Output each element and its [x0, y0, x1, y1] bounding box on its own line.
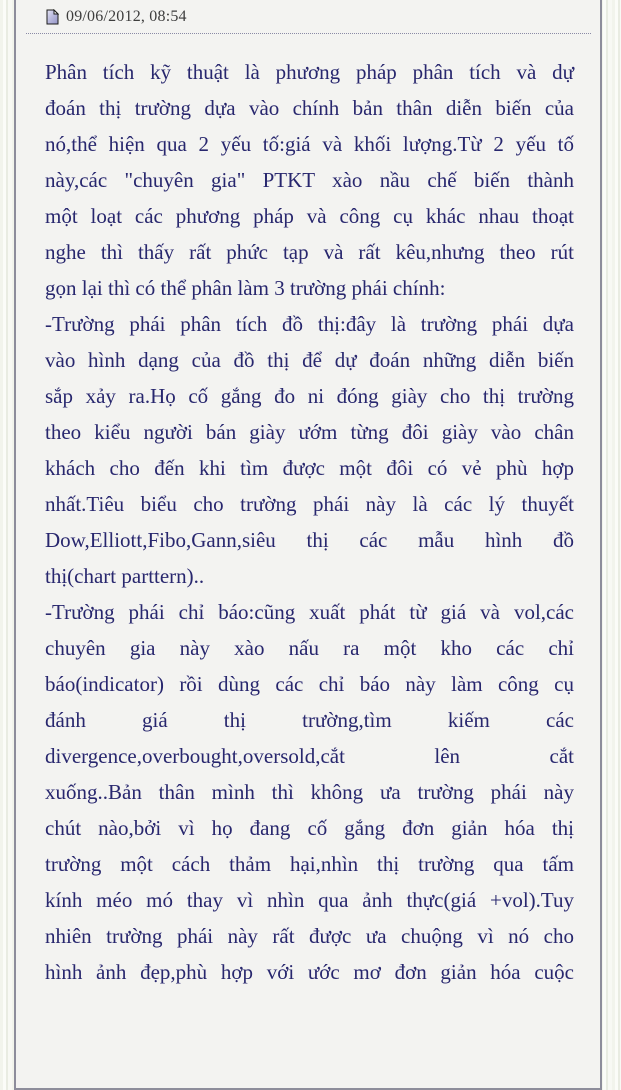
text-line: divergence,overbought,oversold,cắt lên cắt: [45, 744, 574, 768]
text-line: một loạt các phương pháp và công cụ khác nhau thoạt: [45, 204, 574, 228]
post-body: [45, 54, 574, 990]
text-line: nó,thể hiện qua 2 yếu tố:giá và khối lượng.Từ 2 yếu tố: [45, 132, 574, 156]
text-line: đánh giá thị trường,tìm kiếm các: [45, 708, 574, 732]
text-line: chút nào,bởi vì họ đang cố gắng đơn giản hóa thị: [45, 816, 574, 840]
header-dotted-divider: [26, 33, 591, 34]
post-date-document-icon: [46, 9, 59, 25]
text-line: theo kiểu người bán giày ướm từng đôi giày vào chân: [45, 420, 574, 444]
text-line: sắp xảy ra.Họ cố gắng đo ni đóng giày cho thị trường: [45, 384, 574, 408]
text-line: thị(chart parttern)..: [45, 564, 205, 588]
post-date: 09/06/2012, 08:54: [66, 8, 187, 25]
text-line: gọn lại thì có thể phân làm 3 trường phái chính:: [45, 276, 446, 300]
text-line: trường một cách thảm hại,nhìn thị trường qua tấm: [45, 852, 574, 876]
paragraph: [45, 306, 574, 594]
text-line: xuống..Bản thân mình thì không ưa trường phái này: [45, 780, 574, 804]
text-line: này,các "chuyên gia" PTKT xào nầu chế biến thành: [45, 168, 574, 192]
text-line: kính méo mó thay vì nhìn qua ảnh thực(giá +vol).Tuy: [45, 888, 574, 912]
forum-post-container: [14, 0, 602, 1090]
paragraph: [45, 594, 574, 990]
text-line: Phân tích kỹ thuật là phương pháp phân tích và dự: [45, 60, 574, 84]
text-line: nhiên trường phái này rất được ưa chuộng vì nó cho: [45, 924, 574, 948]
text-line: nghe thì thấy rất phức tạp và rất kêu,nhưng theo rút: [45, 240, 574, 264]
text-line: báo(indicator) rồi dùng các chỉ báo này làm công cụ: [45, 672, 574, 696]
text-line: -Trường phái phân tích đồ thị:đây là trường phái dựa: [45, 312, 574, 336]
text-line: hình ảnh đẹp,phù hợp với ước mơ đơn giản hóa cuộc: [45, 960, 574, 984]
text-line: khách cho đến khi tìm được một đôi có vẻ phù hợp: [45, 456, 574, 480]
text-line: chuyên gia này xào nấu ra một kho các chỉ: [45, 636, 574, 660]
text-line: nhất.Tiêu biểu cho trường phái này là các lý thuyết: [45, 492, 574, 516]
post-header: [46, 9, 600, 25]
text-line: Dow,Elliott,Fibo,Gann,siêu thị các mẫu hình đồ: [45, 528, 574, 552]
text-line: đoán thị trường dựa vào chính bản thân diễn biến của: [45, 96, 574, 120]
paragraph: [45, 54, 574, 306]
text-line: vào hình dạng của đồ thị để dự đoán những diễn biến: [45, 348, 574, 372]
text-line: -Trường phái chỉ báo:cũng xuất phát từ giá và vol,các: [45, 600, 574, 624]
